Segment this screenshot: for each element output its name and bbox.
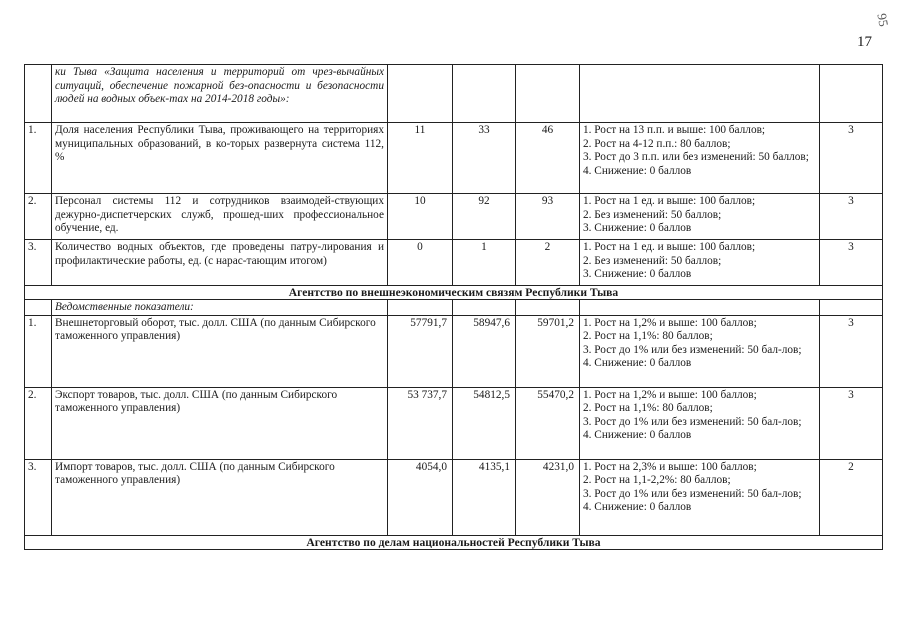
criteria-line: 3. Снижение: 0 баллов — [583, 268, 692, 281]
value-cell: 57791,7 — [388, 315, 453, 387]
page-number: 17 — [857, 34, 872, 50]
score-cell: 3 — [820, 315, 883, 387]
criteria-line: 3. Рост до 3 п.п. или без изменений: 50 баллов; — [583, 151, 809, 164]
criteria-line: 4. Снижение: 0 баллов — [583, 164, 692, 177]
table-row — [25, 315, 883, 387]
criteria-cell — [580, 194, 820, 240]
criteria-cell — [580, 123, 820, 194]
criteria-line: 3. Рост до 1% или без изменений: 50 бал-лов; — [583, 343, 802, 356]
criteria-cell — [580, 459, 820, 535]
value-cell: 53 737,7 — [388, 387, 453, 459]
section-title: Агентство по внешнеэкономическим связям Республики Тыва — [25, 286, 883, 300]
indicator-description: Внешнеторговый оборот, тыс. долл. США (по данным Сибирского таможенного управления) — [52, 315, 388, 387]
value-cell: 1 — [453, 240, 516, 286]
table-row — [25, 240, 883, 286]
criteria-line: 3. Снижение: 0 баллов — [583, 222, 692, 235]
value-cell: 10 — [388, 194, 453, 240]
value-cell: 59701,2 — [516, 315, 580, 387]
table-row — [25, 65, 883, 123]
score-cell: 3 — [820, 387, 883, 459]
table-row — [25, 194, 883, 240]
row-number-cell — [25, 65, 52, 123]
criteria-line: 1. Рост на 1 ед. и выше: 100 баллов; — [583, 241, 756, 253]
value-cell: 33 — [453, 123, 516, 194]
score-cell: 3 — [820, 123, 883, 194]
indicator-description: Количество водных объектов, где проведены патру-лирования и профилактические работы, ед. (с нарас-тающим итогом) — [52, 240, 388, 286]
criteria-line: 3. Рост до 1% или без изменений: 50 бал-лов; — [583, 415, 802, 428]
value-cell: 11 — [388, 123, 453, 194]
value-cell: 4054,0 — [388, 459, 453, 535]
criteria-line: 1. Рост на 13 п.п. и выше: 100 баллов; — [583, 124, 766, 136]
value-cell: 58947,6 — [453, 315, 516, 387]
value-cell: 54812,5 — [453, 387, 516, 459]
criteria-line: 2. Рост на 1,1%: 80 баллов; — [583, 402, 713, 415]
criteria-line: 2. Рост на 4-12 п.п.: 80 баллов; — [583, 137, 731, 150]
criteria-line: 1. Рост на 1,2% и выше: 100 баллов; — [583, 388, 757, 401]
value-cell: 92 — [453, 194, 516, 240]
criteria-cell — [580, 240, 820, 286]
table-row — [25, 387, 883, 459]
score-cell: 3 — [820, 240, 883, 286]
criteria-cell — [580, 315, 820, 387]
section-header-row — [25, 535, 883, 549]
value-cell: 46 — [516, 123, 580, 194]
criteria-cell — [580, 387, 820, 459]
row-number: 1. — [25, 123, 52, 194]
criteria-line: 2. Без изменений: 50 баллов; — [583, 208, 722, 221]
program-name-cell: ки Тыва «Защита населения и территорий от чрез-вычайных ситуаций, обеспечение пожарной без-опасности и безопасности людей на водных объек-тах на 2014-2018 годы»: — [52, 65, 388, 123]
criteria-line: 2. Рост на 1,1-2,2%: 80 баллов; — [583, 474, 731, 487]
score-cell: 2 — [820, 459, 883, 535]
indicators-table — [24, 64, 883, 550]
row-number: 2. — [25, 194, 52, 240]
section-header-row — [25, 286, 883, 300]
value-cell: 2 — [516, 240, 580, 286]
indicator-description: Экспорт товаров, тыс. долл. США (по данным Сибирского таможенного управления) — [52, 387, 388, 459]
subheader-row — [25, 300, 883, 316]
value-cell: 93 — [516, 194, 580, 240]
row-number: 2. — [25, 387, 52, 459]
corner-handwritten-mark: 95 — [874, 12, 892, 28]
table-row — [25, 459, 883, 535]
table-row — [25, 123, 883, 194]
row-number: 3. — [25, 459, 52, 535]
criteria-line: 1. Рост на 1,2% и выше: 100 баллов; — [583, 316, 757, 329]
value-cell: 4231,0 — [516, 459, 580, 535]
criteria-line: 2. Рост на 1,1%: 80 баллов; — [583, 330, 713, 343]
section-title: Агентство по делам национальностей Республики Тыва — [25, 535, 883, 549]
value-cell: 4135,1 — [453, 459, 516, 535]
indicator-description: Доля населения Республики Тыва, проживающего на территориях муниципальных образований, в ко-торых развернута система 112, % — [52, 123, 388, 194]
row-number: 3. — [25, 240, 52, 286]
criteria-line: 2. Без изменений: 50 баллов; — [583, 254, 722, 267]
value-cell: 0 — [388, 240, 453, 286]
criteria-line: 4. Снижение: 0 баллов — [583, 357, 692, 370]
subheader-label: Ведомственные показатели: — [52, 300, 388, 316]
value-cell: 55470,2 — [516, 387, 580, 459]
indicator-description: Персонал системы 112 и сотрудников взаимодей-ствующих дежурно-диспетчерских служб, прошед-ших профессиональное обучение, ед. — [52, 194, 388, 240]
indicator-description: Импорт товаров, тыс. долл. США (по данным Сибирского таможенного управления) — [52, 459, 388, 535]
score-cell: 3 — [820, 194, 883, 240]
row-number: 1. — [25, 315, 52, 387]
criteria-line: 3. Рост до 1% или без изменений: 50 бал-лов; — [583, 487, 802, 500]
criteria-line: 1. Рост на 2,3% и выше: 100 баллов; — [583, 460, 757, 473]
criteria-line: 4. Снижение: 0 баллов — [583, 501, 692, 514]
criteria-line: 1. Рост на 1 ед. и выше: 100 баллов; — [583, 195, 756, 207]
criteria-line: 4. Снижение: 0 баллов — [583, 429, 692, 442]
